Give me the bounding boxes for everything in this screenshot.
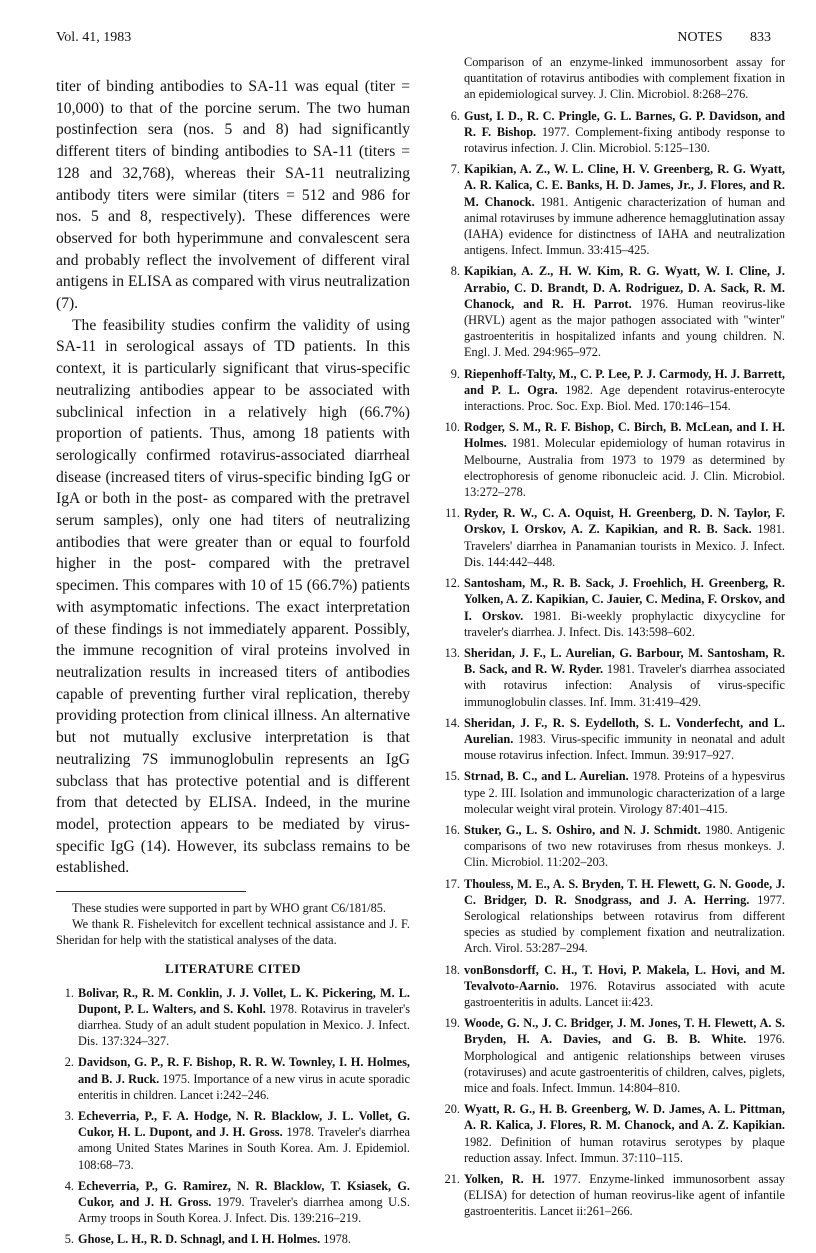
reference-number: 14.	[444, 715, 460, 730]
reference-number: 8.	[450, 264, 460, 279]
reference-authors: Riepenhoff-Talty, M., C. P. Lee, P. J. Carmody, H. J. Barrett, and P. L. Ogra.	[464, 366, 785, 397]
body-paragraph-1: titer of binding antibodies to SA-11 was equal (titer = 10,000) to that of the porcine serum. The two human postinfection sera (nos. 5 and 8) had significantly different titers of binding antibodies to SA-11 (titers = 128 and 32,768), whereas their SA-11 neutralizing antibody titers were similar (titers = 512 and 986 for nos. 5 and 8, respectively). These differences were observed for both hyperimmune and convalescent sera and probably reflect the involvement of different viral antigens in ELISA as compared with virus neutralization (7).	[56, 78, 410, 313]
reference-authors: Santosham, M., R. B. Sack, J. Froehlich, H. Greenberg, R. Yolken, A. Z. Kapikian, C. Jauier, C. Medina, F. Orskov, and I. Orskov.	[464, 576, 785, 623]
reference-item	[442, 715, 785, 764]
header-right	[653, 30, 771, 46]
reference-number: 1.	[64, 985, 74, 1000]
reference-authors: Ryder, R. W., C. A. Oquist, H. Greenberg, D. N. Taylor, F. Orskov, I. Orskov, A. Z. Kapikian, and R. B. Sack.	[464, 506, 785, 537]
reference-number: 21.	[444, 1172, 460, 1186]
funding-note: These studies were supported in part by WHO grant C6/181/85.	[72, 901, 386, 916]
reference-citation: 1978. Traveler's diarrhea among United States Marines in South Korea. Am. J. Epidemiol. 108:68–73.	[78, 1125, 410, 1172]
reference-number: 4.	[64, 1178, 74, 1193]
reference-number: 15.	[444, 769, 460, 784]
reference-citation: 1976. Rotavirus associated with acute gastroenteritis in adults. Lancet ii:423.	[464, 978, 785, 1009]
reference-number: 6.	[450, 108, 460, 123]
reference-citation: 1979. Traveler's diarrhea among U.S. Army troops in South Korea. J. Infect. Dis. 139:216–219.	[78, 1195, 410, 1226]
reference-list-left	[56, 985, 410, 1248]
reference-citation: 1980. Antigenic comparisons of two new rotaviruses from rhesus monkeys. J. Clin. Microbiol. 11:202–203.	[464, 822, 785, 870]
reference-item	[442, 108, 785, 157]
left-column	[56, 76, 410, 1253]
reference-item	[442, 1015, 785, 1096]
reference-item	[442, 505, 785, 570]
reference-number: 16.	[444, 822, 460, 837]
reference-item	[56, 1178, 410, 1227]
reference-authors: Ghose, L. H., R. D. Schnagl, and I. H. Holmes.	[78, 1232, 321, 1247]
reference-authors: Woode, G. N., J. C. Bridger, J. M. Jones, T. H. Flewett, A. S. Bryden, H. A. Davies, and G. B. B. White.	[464, 1016, 785, 1047]
running-header	[56, 30, 771, 52]
right-column	[442, 54, 785, 1225]
reference-authors: Sheridan, J. F., R. S. Eydelloth, S. L. Vonderfecht, and L. Aurelian.	[464, 715, 785, 746]
reference-citation: 1977. Enzyme-linked immunosorbent assay (ELISA) for detection of human reovirus-like agent of infantile gastroenteritis. Lancet ii:261–266.	[464, 1172, 785, 1219]
reference-authors: Echeverria, P., G. Ramirez, N. R. Blacklow, T. Ksiasek, G. Cukor, and J. H. Gross.	[78, 1178, 410, 1210]
reference-number: 9.	[450, 366, 460, 381]
volume-label: Vol. 41, 1983	[56, 30, 132, 45]
reference-citation: 1981. Traveler's diarrhea associated with rotavirus infection: Analysis of virus-specific immunoglobulin classes. Inf. Imm. 31:419–429.	[464, 662, 785, 709]
reference-authors: Thouless, M. E., A. S. Bryden, T. H. Flewett, G. N. Goode, J. C. Bridger, D. R. Snodgrass, and J. A. Herring.	[464, 876, 785, 907]
reference-item	[442, 645, 785, 710]
section-label: NOTES	[677, 30, 723, 45]
reference-authors: Gust, I. D., R. C. Pringle, G. L. Barnes, G. P. Davidson, and R. F. Bishop.	[464, 108, 785, 139]
acknowledgment: We thank R. Fishelevitch for excellent technical assistance and J. F. Sheridan for help with the statistical analyses of the data.	[56, 917, 410, 948]
reference-number: 13.	[444, 645, 460, 660]
reference-authors: Kapikian, A. Z., W. L. Cline, H. V. Greenberg, R. G. Wyatt, A. R. Kalica, C. E. Banks, H. D. James, Jr., J. Flores, and R. M. Chanock.	[464, 162, 785, 209]
reference-number: 11.	[445, 506, 460, 521]
footnote-divider	[56, 891, 246, 892]
reference-authors: Bolivar, R., R. M. Conklin, J. J. Vollet, L. K. Pickering, M. L. Dupont, P. L. Walters, and S. Kohl.	[78, 985, 410, 1016]
reference-authors: Strnad, B. C., and L. Aurelian.	[464, 769, 629, 784]
reference-item	[56, 985, 410, 1050]
reference-item	[442, 263, 785, 360]
reference-item	[442, 366, 785, 415]
reference-authors: Echeverria, P., F. A. Hodge, N. R. Blacklow, J. L. Vollet, G. Cukor, H. L. Dupont, and J. H. Gross.	[78, 1109, 410, 1140]
reference-item	[442, 822, 785, 871]
reference-5-continued: Comparison of an enzyme-linked immunosorbent assay for quantitation of rotavirus antibodies with complement fixation in an epidemiological survey. J. Clin. Microbiol. 8:268–276.	[464, 55, 785, 102]
reference-number: 7.	[450, 162, 460, 177]
reference-number: 2.	[64, 1055, 74, 1070]
reference-item	[56, 1231, 410, 1247]
reference-number: 5.	[64, 1232, 74, 1247]
reference-citation: 1978. Proteins of a hypesvirus type 2. III. Isolation and immunologic characterization of a large molecular weight viral protein. Virology 87:401–415.	[464, 769, 785, 816]
reference-number: 18.	[444, 962, 460, 977]
reference-item	[442, 1171, 785, 1220]
reference-item	[442, 575, 785, 640]
reference-citation: 1976. Human reovirus-like (HRVL) agent as the major pathogen associated with "winter" gastroenteritis in hospitalized infants and young children. N. Engl. J. Med. 294:965–972.	[464, 296, 785, 360]
reference-citation: 1982. Definition of human rotavirus serotypes by plaque reduction assay. Infect. Immun. 37:110–115.	[464, 1134, 785, 1165]
reference-citation: 1977. Serological relationships between rotavirus from different species as studied by complement fixation and neutralization. Arch. Virol. 53:287–294.	[464, 892, 785, 956]
reference-authors: Wyatt, R. G., H. B. Greenberg, W. D. James, A. L. Pittman, A. R. Kalica, J. Flores, R. M. Chanock, and A. Z. Kapikian.	[464, 1102, 785, 1133]
reference-item	[442, 419, 785, 500]
reference-item	[442, 161, 785, 258]
reference-citation: 1976. Morphological and antigenic relationships between viruses (rotaviruses) and acute gastroenteritis of children, calves, piglets, mice and foals. Infect. Immun. 14:804–810.	[464, 1032, 785, 1095]
reference-number: 20.	[444, 1102, 460, 1117]
reference-item	[56, 1054, 410, 1103]
reference-authors: Yolken, R. H.	[464, 1172, 545, 1186]
page-number: 833	[750, 30, 771, 45]
reference-authors: vonBonsdorff, C. H., T. Hovi, P. Makela, L. Hovi, and M. Tevalvoto-Aarnio.	[464, 962, 785, 993]
reference-citation: 1977. Complement-fixing antibody response to rotavirus infection. J. Clin. Microbiol. 5:125–130.	[464, 124, 785, 156]
literature-cited-heading: LITERATURE CITED	[165, 960, 301, 976]
reference-citation: 1978.	[320, 1232, 351, 1247]
reference-citation: 1978. Rotavirus in traveler's diarrhea. Study of an adult student population in Mexico. J. Infect. Dis. 137:324–327.	[78, 1001, 410, 1049]
reference-authors: Stuker, G., L. S. Oshiro, and N. J. Schmidt.	[464, 822, 701, 837]
reference-item	[442, 962, 785, 1011]
body-paragraph-2: The feasibility studies confirm the validity of using SA-11 in serological assays of TD patients. In this context, it is particularly significant that virus-specific neutralizing antibodies appear to be associated with subclinical infection in a relatively high (66.7%) proportion of patients. Thus, among 18 patients with serologically confirmed rotavirus-associated diarrheal disease (increased titers of virus-specific binding IgG or IgA or both in the post- as compared with the pretravel serum samples), only one had titers of neutralizing antibodies that were greater than or equal to fourfold higher in the post- compared with the pretravel specimen. This compares with 10 of 15 (66.7%) patients with asymptomatic infections. The exact interpretation of these findings is not immediately apparent. Possibly, the immune recognition of viral proteins involved in neutralization results in increased titers of antibodies capable of preventing further viral replication, thereby providing protection from clinical illness. An alternative but not mutually exclusive interpretation is that neutralizing 7S immunoglobulin represents an IgG subclass that has protective potential and is different from that detected by ELISA. Indeed, in the murine model, protection appears to be mediated by virus-specific IgG (14). However, its subclass remains to be established.	[56, 316, 410, 877]
reference-item	[442, 1101, 785, 1166]
reference-number: 17.	[444, 876, 460, 891]
reference-number: 10.	[444, 420, 460, 435]
reference-citation: 1981. Molecular epidemiology of human rotavirus in Melbourne, Australia from 1973 to 1979 as determined by electrophoresis of genome ribonucleic acid. J. Clin. Microbiol. 13:272–278.	[464, 436, 785, 500]
reference-authors: Sheridan, J. F., L. Aurelian, G. Barbour, M. Santosham, R. B. Sack, and R. W. Ryder.	[464, 645, 785, 677]
reference-authors: Kapikian, A. Z., H. W. Kim, R. G. Wyatt, W. I. Cline, J. Arrabio, C. D. Brandt, D. A. Rodriguez, D. A. Sack, R. M. Chanock, and R. H. Parrot.	[464, 264, 785, 311]
reference-authors: Rodger, S. M., R. F. Bishop, C. Birch, B. McLean, and I. H. Holmes.	[464, 420, 785, 451]
reference-item	[442, 876, 785, 957]
reference-citation: 1981. Antigenic characterization of human and animal rotaviruses by immune adherence hemagglutination assay (IAHA) evidence for distinctness of IAHA and neutralization antigens. Infect. Immun. 33:415–425.	[464, 194, 785, 258]
reference-citation: 1981. Travelers' diarrhea in Panamanian tourists in Mexico. J. Infect. Dis. 144:442–448.	[464, 522, 785, 569]
reference-citation: 1983. Virus-specific immunity in neonatal and adult mouse rotavirus infection. Infect. Immun. 39:917–927.	[464, 731, 785, 763]
reference-list-right	[442, 108, 785, 1220]
reference-number: 3.	[64, 1109, 74, 1124]
reference-citation: 1975. Importance of a new virus in acute sporadic enteritis in children. Lancet i:242–246.	[78, 1071, 411, 1102]
reference-authors: Davidson, G. P., R. F. Bishop, R. R. W. Townley, I. H. Holmes, and B. J. Ruck.	[78, 1055, 410, 1086]
reference-item	[442, 768, 785, 817]
reference-item	[56, 1108, 410, 1173]
reference-citation: 1982. Age dependent rotavirus-enterocyte interactions. Proc. Soc. Exp. Biol. Med. 170:146–154.	[464, 382, 785, 414]
reference-number: 12.	[444, 576, 460, 591]
reference-number: 19.	[444, 1016, 460, 1031]
reference-citation: 1981. Bi-weekly prophylactic dixycycline for traveler's diarrhea. J. Infect. Dis. 143:598–602.	[464, 608, 785, 639]
